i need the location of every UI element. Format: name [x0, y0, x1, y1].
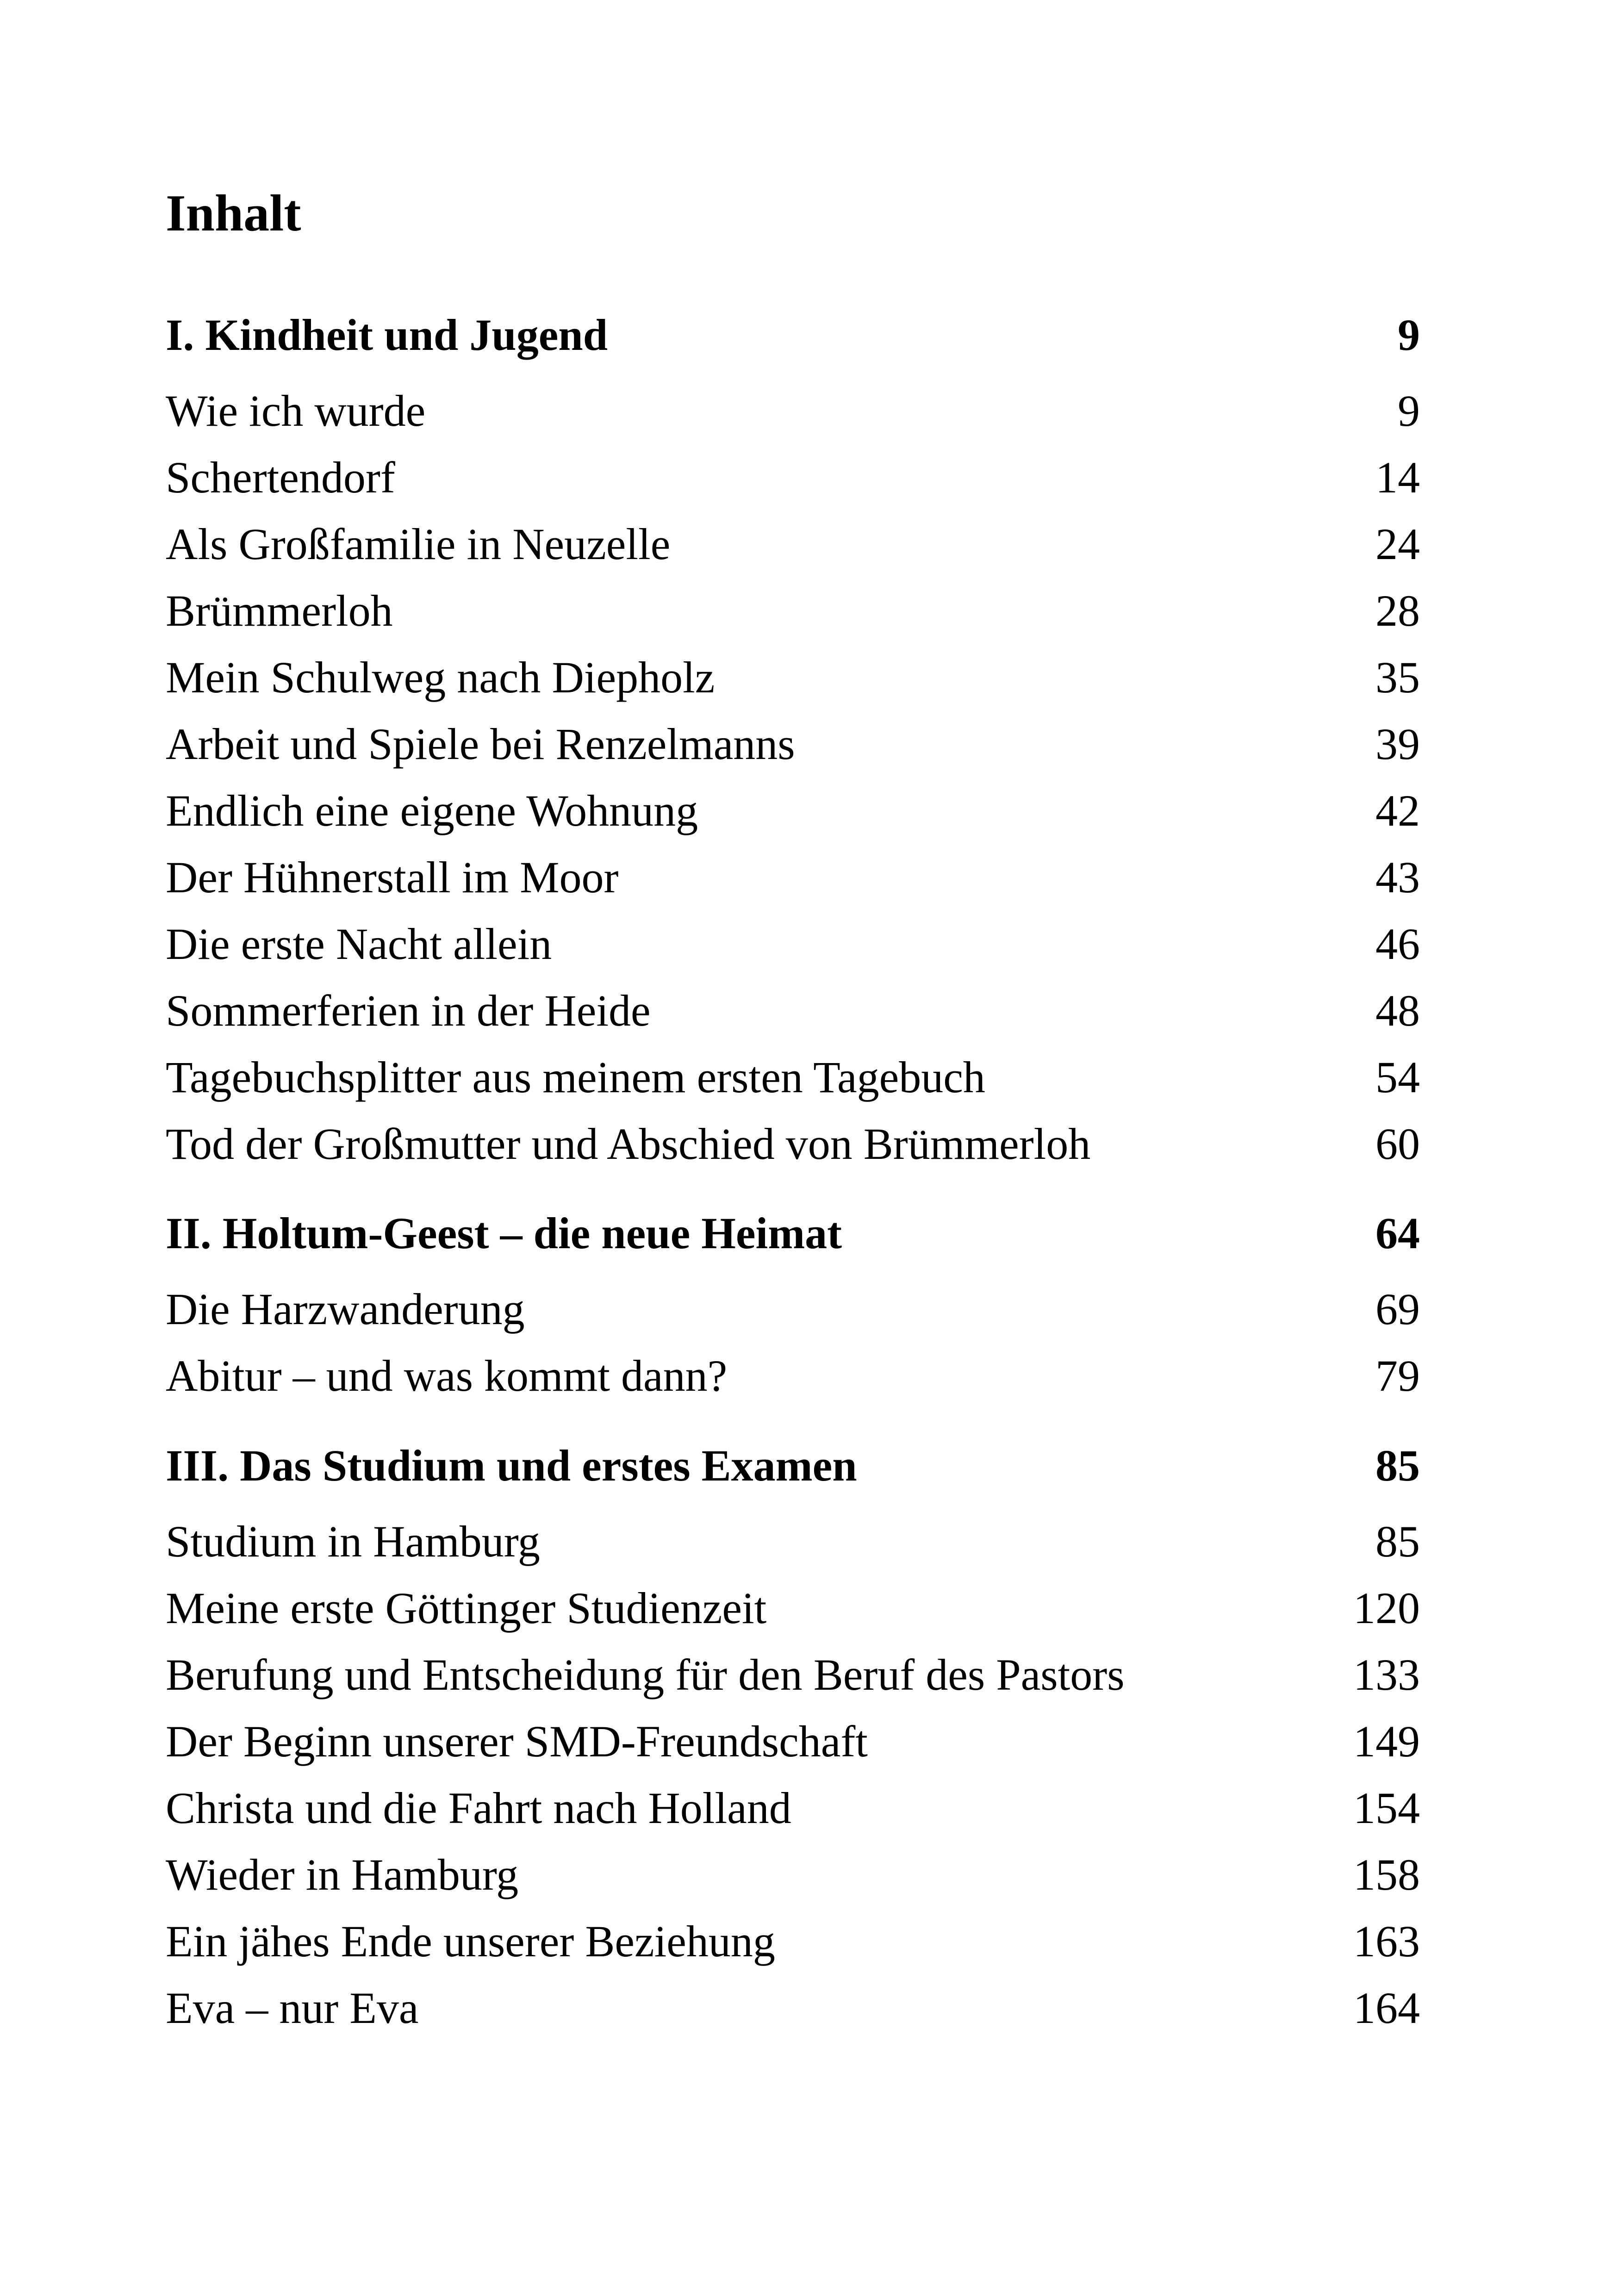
- toc-entry: [166, 1850, 1420, 1899]
- toc-title: Inhalt: [166, 185, 301, 242]
- entry-page-number: 35: [1375, 653, 1420, 702]
- chapter-title: I. Kindheit und Jugend: [166, 310, 608, 360]
- toc-entry: [166, 455, 1420, 500]
- toc-entry: [166, 1783, 1420, 1833]
- entry-title: Wie ich wurde: [166, 386, 426, 436]
- entry-page-number: 158: [1353, 1850, 1420, 1899]
- toc-entry: [166, 786, 1420, 835]
- entry-page-number: 28: [1375, 586, 1420, 635]
- chapter-page-number: 85: [1375, 1441, 1420, 1490]
- entry-page-number: 14: [1375, 453, 1420, 502]
- toc-entry: [166, 1650, 1420, 1699]
- chapter-title: II. Holtum-Geest – die neue Heimat: [166, 1208, 842, 1258]
- entry-page-number: 85: [1375, 1517, 1420, 1566]
- toc-entry: [166, 586, 1420, 635]
- chapter-page-number: 64: [1375, 1208, 1420, 1258]
- entry-title: Der Hühnerstall im Moor: [166, 852, 619, 902]
- toc-entry: [166, 1351, 1420, 1400]
- entry-title: Die erste Nacht allein: [166, 919, 552, 969]
- entry-page-number: 120: [1353, 1583, 1420, 1633]
- toc-entry: [166, 1583, 1420, 1633]
- entry-page-number: 79: [1375, 1351, 1420, 1400]
- toc-entry: [166, 1284, 1420, 1334]
- entry-page-number: 163: [1353, 1916, 1420, 1966]
- toc-entry: [166, 519, 1420, 569]
- entry-page-number: 24: [1375, 519, 1420, 569]
- entry-page-number: 154: [1353, 1783, 1420, 1833]
- entry-page-number: 42: [1375, 786, 1420, 835]
- entry-page-number: 46: [1375, 919, 1420, 969]
- entry-title: Meine erste Göttinger Studienzeit: [166, 1583, 767, 1633]
- entry-title: Wieder in Hamburg: [166, 1850, 519, 1899]
- chapter-heading-row: [166, 310, 1420, 360]
- entry-title: Tod der Großmutter und Abschied von Brümmerloh: [166, 1119, 1091, 1169]
- entry-title: Eva – nur Eva: [166, 1983, 419, 2033]
- entry-title: Ein jähes Ende unserer Beziehung: [166, 1916, 775, 1966]
- entry-page-number: 39: [1375, 719, 1420, 769]
- toc-entry: [166, 1983, 1420, 2033]
- toc-entry: [166, 386, 1420, 436]
- entry-title: Brümmerloh: [166, 586, 393, 635]
- entry-title: Arbeit und Spiele bei Renzelmanns: [166, 719, 795, 769]
- chapter-title: III. Das Studium und erstes Examen: [166, 1441, 857, 1490]
- entry-title: Die Harzwanderung: [166, 1284, 525, 1334]
- entry-title: Sommerferien in der Heide: [166, 986, 651, 1035]
- toc-entry: [166, 1052, 1420, 1102]
- entry-title: Tagebuchsplitter aus meinem ersten Tagebuch: [166, 1052, 985, 1102]
- entry-title: Studium in Hamburg: [166, 1517, 540, 1566]
- toc-entry: [166, 655, 1420, 700]
- entry-page-number: 69: [1375, 1284, 1420, 1334]
- entry-title: Schertendorf: [166, 453, 395, 502]
- entry-title: Berufung und Entscheidung für den Beruf des Pastors: [166, 1650, 1125, 1699]
- toc-entry: [166, 986, 1420, 1035]
- toc-entry: [166, 852, 1420, 902]
- entry-page-number: 54: [1375, 1052, 1420, 1102]
- entry-page-number: 133: [1353, 1650, 1420, 1699]
- entry-title: Als Großfamilie in Neuzelle: [166, 519, 671, 569]
- entry-page-number: 60: [1375, 1119, 1420, 1169]
- entry-title: Christa und die Fahrt nach Holland: [166, 1783, 791, 1833]
- entry-page-number: 149: [1353, 1717, 1420, 1766]
- entry-page-number: 9: [1398, 386, 1420, 436]
- toc-entry: [166, 1519, 1420, 1564]
- entry-title: Abitur – und was kommt dann?: [166, 1351, 728, 1400]
- entry-title: Endlich eine eigene Wohnung: [166, 786, 698, 835]
- toc-entry: [166, 1719, 1420, 1764]
- toc-entry: [166, 719, 1420, 769]
- entry-page-number: 48: [1375, 986, 1420, 1035]
- chapter-page-number: 9: [1398, 310, 1420, 360]
- toc-entry: [166, 1119, 1420, 1169]
- entry-page-number: 164: [1353, 1983, 1420, 2033]
- entry-page-number: 43: [1375, 852, 1420, 902]
- entry-title: Der Beginn unserer SMD-Freundschaft: [166, 1717, 868, 1766]
- toc-entry: [166, 1916, 1420, 1966]
- toc-entry: [166, 919, 1420, 969]
- chapter-heading-row: [166, 1208, 1420, 1258]
- chapter-heading-row: [166, 1441, 1420, 1490]
- entry-title: Mein Schulweg nach Diepholz: [166, 653, 715, 702]
